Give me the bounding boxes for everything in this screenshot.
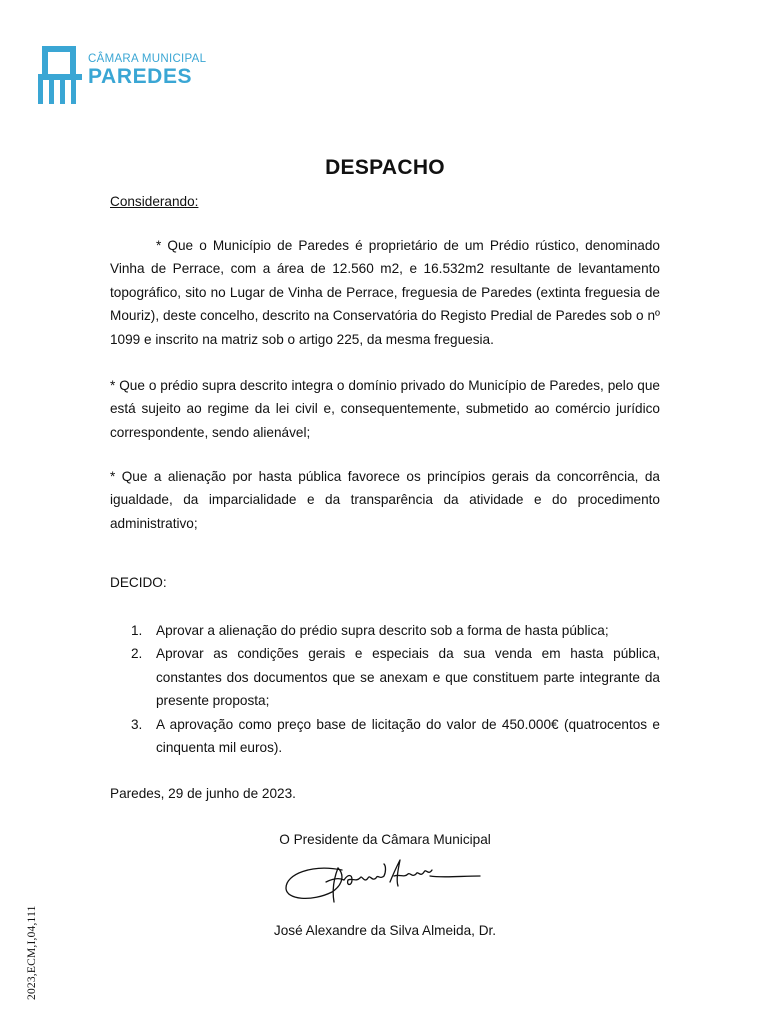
- list-item: [110, 713, 660, 760]
- paragraph-3: * Que a alienação por hasta pública favorece os princípios gerais da concorrência, da igualdade, da imparcialidade e da transparência da atividade e do procedimento administrativo;: [110, 469, 660, 531]
- signatory-name: José Alexandre da Silva Almeida, Dr.: [273, 923, 497, 938]
- municipality-logo: [36, 40, 206, 112]
- decido-heading: DECIDO:: [110, 575, 167, 590]
- list-item: [110, 619, 660, 642]
- list-item-number: 2.: [131, 646, 143, 662]
- decision-list: [110, 619, 660, 759]
- list-item-text: Aprovar as condições gerais e especiais da sua venda em hasta pública, constantes dos documentos que se anexam e que constituem parte integrante da presente proposta;: [156, 646, 660, 709]
- list-item: [110, 642, 660, 712]
- handwritten-signature: [282, 856, 482, 906]
- considerando-heading: Considerando:: [110, 194, 199, 209]
- logo-line1: CÂMARA MUNICIPAL: [88, 53, 207, 65]
- document-reference-stamp: 2023,ECM,I,04,111: [26, 905, 38, 1000]
- date-line: Paredes, 29 de junho de 2023.: [110, 786, 296, 801]
- logo-line2: PAREDES: [88, 65, 193, 88]
- chair-logo-icon: [36, 44, 86, 110]
- list-item-number: 1.: [131, 623, 143, 638]
- list-item-text: Aprovar a alienação do prédio supra descrito sob a forma de hasta pública;: [156, 623, 609, 638]
- list-item-text: A aprovação como preço base de licitação do valor de 450.000€ (quatrocentos e cinquenta mil euros).: [156, 716, 660, 756]
- paragraph-2: * Que o prédio supra descrito integra o domínio privado do Município de Paredes, pelo que está sujeito ao regime da lei civil e, consequentemente, submetido ao comércio jurídico correspondente, sendo alienável;: [110, 378, 660, 440]
- document-title: DESPACHO: [325, 156, 445, 179]
- paragraph-1: * Que o Município de Paredes é proprietário de um Prédio rústico, denominado Vinha de Perrace, com a área de 12.560 m2, e 16.532m2 resultante de levantamento topográfico, sito no Lugar de Vinha de Perrace, freguesia de Paredes (extinta freguesia de Mouriz), deste concelho, descrito na Conservatória do Registo Predial de Paredes sob o nº 1099 e inscrito na matriz sob o artigo 225, da mesma freguesia.: [110, 238, 660, 347]
- list-item-number: 3.: [131, 716, 143, 732]
- signatory-role: O Presidente da Câmara Municipal: [279, 832, 491, 847]
